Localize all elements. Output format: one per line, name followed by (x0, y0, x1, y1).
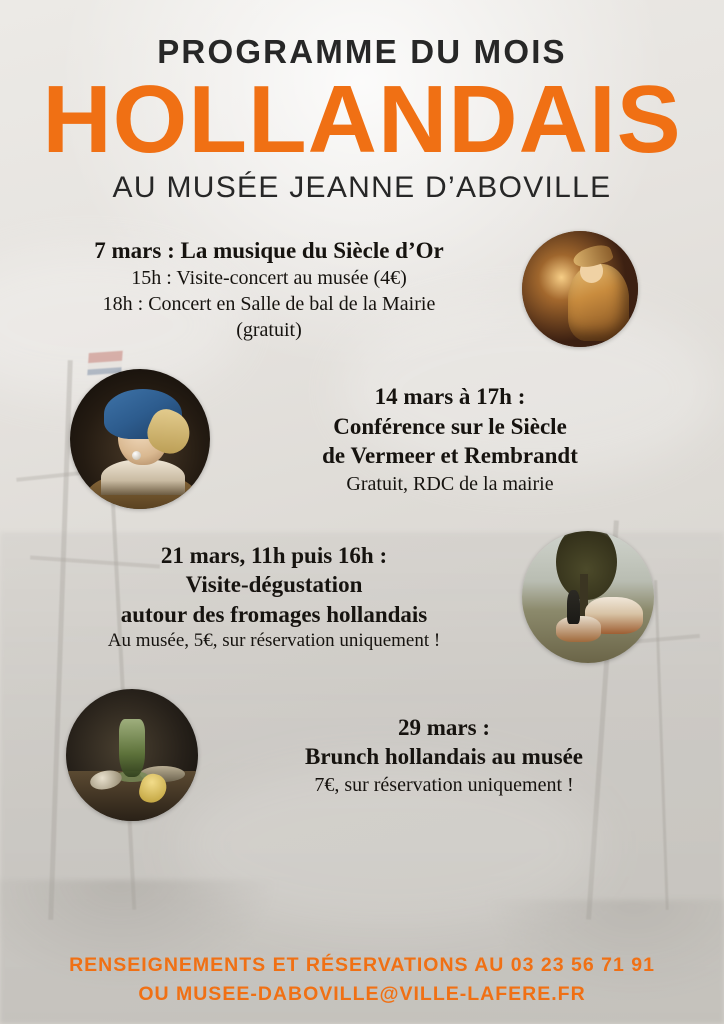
footer-contact (0, 951, 724, 1008)
event-title: 14 mars à 17h : (374, 384, 526, 410)
events-list (0, 231, 724, 821)
event-title: de Vermeer et Rembrandt (322, 443, 578, 469)
event-title: Conférence sur le Siècle (333, 413, 567, 439)
event-detail-line: Au musée, 5€, sur réservation uniquement ! (107, 630, 441, 652)
event-item-29-mars (0, 689, 724, 821)
poster-header (0, 0, 724, 205)
page-title: HOLLANDAIS (42, 66, 682, 174)
event-text-7-mars (22, 236, 522, 343)
event-detail-line: 15h : Visite-concert au musée (4€) (131, 267, 407, 290)
event-text-29-mars (198, 713, 702, 798)
event-title: autour des fromages hollandais (120, 601, 428, 627)
footer-phone-line: RENSEIGNEMENTS ET RÉSERVATIONS AU 03 23 56 71 91 (69, 954, 655, 977)
event-title: 7 mars : La musique du Siècle d’Or (94, 237, 444, 263)
event-detail-line: 18h : Concert en Salle de bal de la Mairie (102, 293, 436, 316)
painting-lute-player-thumbnail (522, 231, 638, 347)
footer-email-line: OU MUSEE-DABOVILLE@VILLE-LAFERE.FR (138, 982, 586, 1005)
event-detail-line: 7€, sur réservation uniquement ! (314, 773, 574, 796)
painting-still-life-thumbnail (66, 689, 198, 821)
event-text-21-mars (22, 541, 522, 654)
event-title: 29 mars : (398, 715, 490, 741)
event-text-14-mars (210, 382, 702, 496)
event-detail-line: Gratuit, RDC de la mairie (346, 472, 554, 495)
event-item-21-mars (0, 531, 724, 663)
event-detail-line: (gratuit) (236, 319, 302, 342)
event-item-14-mars (0, 369, 724, 509)
header-subtitle: AU MUSÉE JEANNE D’ABOVILLE (112, 171, 612, 205)
event-title: Brunch hollandais au musée (305, 744, 583, 770)
event-item-7-mars (0, 231, 724, 347)
event-title: Visite-dégustation (185, 572, 363, 598)
header-kicker: PROGRAMME DU MOIS (157, 33, 567, 70)
painting-cattle-under-tree-thumbnail (522, 531, 654, 663)
event-title: 21 mars, 11h puis 16h : (160, 542, 388, 568)
painting-girl-with-pearl-earring-thumbnail (70, 369, 210, 509)
